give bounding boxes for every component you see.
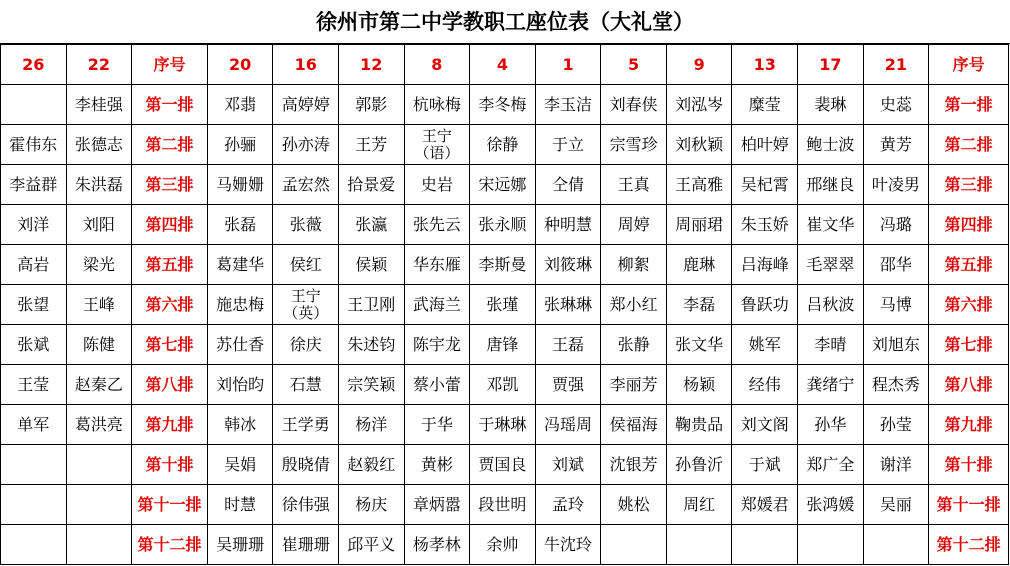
row-label-cell: 第五排	[132, 245, 208, 285]
seat-cell: 孙华	[798, 405, 864, 445]
seat-cell: 周婷	[601, 205, 667, 245]
seat-cell: 崔文华	[798, 205, 864, 245]
row-label-cell: 第十二排	[132, 525, 208, 565]
seat-cell: 徐静	[470, 125, 536, 165]
header-cell: 26	[1, 45, 67, 85]
seat-cell: 吴娟	[207, 445, 273, 485]
seat-cell: 张静	[601, 325, 667, 365]
seat-cell	[601, 525, 667, 565]
header-row	[1, 45, 1009, 85]
seat-cell: 鲁跃功	[732, 285, 798, 325]
seat-cell: 徐伟强	[273, 485, 339, 525]
seat-cell: 黄彬	[404, 445, 470, 485]
seat-cell: 刘筱琳	[535, 245, 601, 285]
seat-cell: 经伟	[732, 365, 798, 405]
seating-table	[0, 44, 1009, 565]
seat-cell: 段世明	[470, 485, 536, 525]
seat-cell: 王学勇	[273, 405, 339, 445]
seat-cell: 张瑾	[470, 285, 536, 325]
seat-cell: 孙亦涛	[273, 125, 339, 165]
seat-cell: 鞠贵品	[666, 405, 732, 445]
row-label-cell: 第七排	[929, 325, 1009, 365]
seat-cell: 李丽芳	[601, 365, 667, 405]
seat-cell: 时慧	[207, 485, 273, 525]
seat-cell	[66, 525, 132, 565]
seat-cell: 孙莹	[863, 405, 929, 445]
seat-cell: 叶凌男	[863, 165, 929, 205]
header-cell: 17	[798, 45, 864, 85]
seat-cell: 张琳琳	[535, 285, 601, 325]
seat-row	[1, 485, 1009, 525]
row-label-cell: 第十一排	[929, 485, 1009, 525]
header-cell: 13	[732, 45, 798, 85]
seat-cell: 武海兰	[404, 285, 470, 325]
seat-cell: 余帅	[470, 525, 536, 565]
row-label-cell: 第三排	[929, 165, 1009, 205]
seat-cell: 杨孝林	[404, 525, 470, 565]
seat-cell: 赵秦乙	[66, 365, 132, 405]
seat-cell: 殷晓倩	[273, 445, 339, 485]
seat-cell: 谢洋	[863, 445, 929, 485]
seat-cell: 龚绪宁	[798, 365, 864, 405]
seat-cell: 吴珊珊	[207, 525, 273, 565]
seating-table-body	[1, 45, 1009, 565]
seat-cell: 于华	[404, 405, 470, 445]
row-label-cell: 第九排	[132, 405, 208, 445]
seat-cell: 赵毅红	[338, 445, 404, 485]
seat-cell: 拾景爱	[338, 165, 404, 205]
seat-cell: 邓凯	[470, 365, 536, 405]
seat-cell: 孙鲁沂	[666, 445, 732, 485]
seat-cell: 孟宏然	[273, 165, 339, 205]
seat-cell	[798, 525, 864, 565]
seat-cell: 王芳	[338, 125, 404, 165]
seat-cell: 葛洪亮	[66, 405, 132, 445]
seat-cell: 毛翠翠	[798, 245, 864, 285]
seat-cell: 葛建华	[207, 245, 273, 285]
seat-cell: 王卫刚	[338, 285, 404, 325]
seat-cell: 徐庆	[273, 325, 339, 365]
seat-cell: 郑媛君	[732, 485, 798, 525]
seat-cell: 周红	[666, 485, 732, 525]
row-label-cell: 第九排	[929, 405, 1009, 445]
seat-cell	[863, 525, 929, 565]
row-label-cell: 第十排	[132, 445, 208, 485]
header-cell: 序号	[929, 45, 1009, 85]
seat-cell: 种明慧	[535, 205, 601, 245]
seat-cell: 王峰	[66, 285, 132, 325]
seat-cell: 王真	[601, 165, 667, 205]
seat-cell: 张斌	[1, 325, 67, 365]
seat-cell	[1, 525, 67, 565]
seat-cell: 柏叶婷	[732, 125, 798, 165]
row-label-cell: 第八排	[929, 365, 1009, 405]
row-label-cell: 第十一排	[132, 485, 208, 525]
seat-cell: 霍伟东	[1, 125, 67, 165]
seat-cell: 陈宇龙	[404, 325, 470, 365]
seat-cell: 于立	[535, 125, 601, 165]
seat-cell: 程杰秀	[863, 365, 929, 405]
seat-cell: 马博	[863, 285, 929, 325]
seat-cell: 王宁 （语）	[404, 125, 470, 165]
seat-cell: 李冬梅	[470, 85, 536, 125]
seat-cell: 李磊	[666, 285, 732, 325]
seat-cell: 沈银芳	[601, 445, 667, 485]
seat-cell: 王高雅	[666, 165, 732, 205]
sheet-title: 徐州市第二中学教职工座位表（大礼堂）	[0, 0, 1010, 44]
seat-cell	[666, 525, 732, 565]
seat-cell: 杨庆	[338, 485, 404, 525]
seat-cell: 朱洪磊	[66, 165, 132, 205]
row-label-cell: 第十二排	[929, 525, 1009, 565]
seat-cell: 侯红	[273, 245, 339, 285]
seat-cell: 史蕊	[863, 85, 929, 125]
row-label-cell: 第四排	[132, 205, 208, 245]
seat-row	[1, 205, 1009, 245]
seat-cell	[66, 485, 132, 525]
seat-cell: 华东雁	[404, 245, 470, 285]
seat-cell: 崔珊珊	[273, 525, 339, 565]
seat-row	[1, 245, 1009, 285]
seat-cell: 冯璐	[863, 205, 929, 245]
seat-cell: 李晴	[798, 325, 864, 365]
header-cell: 8	[404, 45, 470, 85]
seat-cell: 刘泓岑	[666, 85, 732, 125]
header-cell: 20	[207, 45, 273, 85]
row-label-cell: 第七排	[132, 325, 208, 365]
seat-cell: 韩冰	[207, 405, 273, 445]
seat-row	[1, 165, 1009, 205]
seat-cell: 郑广全	[798, 445, 864, 485]
seat-cell: 张先云	[404, 205, 470, 245]
seat-cell: 吴杞霄	[732, 165, 798, 205]
seat-cell: 冯瑶周	[535, 405, 601, 445]
row-label-cell: 第二排	[929, 125, 1009, 165]
header-cell: 4	[470, 45, 536, 85]
seat-cell: 高婷婷	[273, 85, 339, 125]
seat-cell: 石慧	[273, 365, 339, 405]
seat-row	[1, 285, 1009, 325]
seat-cell: 杭咏梅	[404, 85, 470, 125]
seat-cell: 吕海峰	[732, 245, 798, 285]
seat-cell: 刘怡昀	[207, 365, 273, 405]
header-cell: 序号	[132, 45, 208, 85]
seat-cell: 刘秋颖	[666, 125, 732, 165]
seat-cell: 鹿琳	[666, 245, 732, 285]
seat-cell: 章炳嚣	[404, 485, 470, 525]
seat-cell: 柳絮	[601, 245, 667, 285]
seat-cell	[1, 445, 67, 485]
seat-cell: 刘旭东	[863, 325, 929, 365]
seat-cell: 王宁 （英）	[273, 285, 339, 325]
seat-cell: 孙骊	[207, 125, 273, 165]
seat-cell	[1, 85, 67, 125]
seat-cell: 邱平义	[338, 525, 404, 565]
row-label-cell: 第六排	[132, 285, 208, 325]
seat-cell: 牛沈玲	[535, 525, 601, 565]
seat-cell: 于斌	[732, 445, 798, 485]
seat-cell: 周丽珺	[666, 205, 732, 245]
seat-cell: 张德志	[66, 125, 132, 165]
seat-cell: 刘文阁	[732, 405, 798, 445]
seat-cell: 杨颖	[666, 365, 732, 405]
seat-cell: 刘阳	[66, 205, 132, 245]
seat-cell: 张文华	[666, 325, 732, 365]
seat-cell: 刘斌	[535, 445, 601, 485]
seat-cell: 宗笑颖	[338, 365, 404, 405]
seat-cell: 张薇	[273, 205, 339, 245]
header-cell: 9	[666, 45, 732, 85]
seat-cell: 贾强	[535, 365, 601, 405]
header-cell: 21	[863, 45, 929, 85]
seat-cell: 邵华	[863, 245, 929, 285]
header-cell: 12	[338, 45, 404, 85]
seat-cell: 鲍士波	[798, 125, 864, 165]
header-cell: 1	[535, 45, 601, 85]
seat-cell: 仝倩	[535, 165, 601, 205]
seat-cell: 刘洋	[1, 205, 67, 245]
seat-row	[1, 125, 1009, 165]
seat-cell: 杨洋	[338, 405, 404, 445]
seat-cell: 梁光	[66, 245, 132, 285]
seat-row	[1, 365, 1009, 405]
seat-cell: 吴丽	[863, 485, 929, 525]
seat-cell: 邢继良	[798, 165, 864, 205]
row-label-cell: 第二排	[132, 125, 208, 165]
header-cell: 16	[273, 45, 339, 85]
row-label-cell: 第一排	[929, 85, 1009, 125]
seat-cell: 孟玲	[535, 485, 601, 525]
seat-cell: 李益群	[1, 165, 67, 205]
seat-cell: 陈健	[66, 325, 132, 365]
seat-cell	[732, 525, 798, 565]
header-cell: 22	[66, 45, 132, 85]
seat-row	[1, 525, 1009, 565]
seat-cell: 张望	[1, 285, 67, 325]
row-label-cell: 第一排	[132, 85, 208, 125]
row-label-cell: 第三排	[132, 165, 208, 205]
seat-cell: 宋远娜	[470, 165, 536, 205]
seat-cell: 郭影	[338, 85, 404, 125]
seat-cell: 史岩	[404, 165, 470, 205]
seat-row	[1, 325, 1009, 365]
seat-cell: 苏仕香	[207, 325, 273, 365]
seat-cell: 王磊	[535, 325, 601, 365]
seat-cell: 马姗姗	[207, 165, 273, 205]
seat-cell	[1, 485, 67, 525]
seat-cell: 宗雪珍	[601, 125, 667, 165]
seat-cell: 李斯曼	[470, 245, 536, 285]
seat-cell: 吕秋波	[798, 285, 864, 325]
seat-cell: 张磊	[207, 205, 273, 245]
seat-cell: 朱述钧	[338, 325, 404, 365]
row-label-cell: 第十排	[929, 445, 1009, 485]
seat-cell: 唐锋	[470, 325, 536, 365]
row-label-cell: 第六排	[929, 285, 1009, 325]
seat-cell: 朱玉娇	[732, 205, 798, 245]
seat-cell: 蔡小蕾	[404, 365, 470, 405]
seat-cell: 李玉洁	[535, 85, 601, 125]
seat-cell: 于琳琳	[470, 405, 536, 445]
seat-row	[1, 405, 1009, 445]
seat-cell: 张瀛	[338, 205, 404, 245]
seat-cell: 李桂强	[66, 85, 132, 125]
header-cell: 5	[601, 45, 667, 85]
seat-cell: 王莹	[1, 365, 67, 405]
row-label-cell: 第四排	[929, 205, 1009, 245]
row-label-cell: 第八排	[132, 365, 208, 405]
row-label-cell: 第五排	[929, 245, 1009, 285]
seat-cell: 单军	[1, 405, 67, 445]
seat-cell: 黄芳	[863, 125, 929, 165]
seat-cell: 裴琳	[798, 85, 864, 125]
seat-cell: 张鸿媛	[798, 485, 864, 525]
seat-cell: 姚军	[732, 325, 798, 365]
seat-row	[1, 445, 1009, 485]
seat-cell: 张永顺	[470, 205, 536, 245]
seat-cell: 邓翡	[207, 85, 273, 125]
seat-cell	[66, 445, 132, 485]
seat-cell: 施忠梅	[207, 285, 273, 325]
seat-cell: 姚松	[601, 485, 667, 525]
seat-cell: 侯福海	[601, 405, 667, 445]
seat-cell: 侯颖	[338, 245, 404, 285]
seat-cell: 刘春侠	[601, 85, 667, 125]
seat-cell: 糜莹	[732, 85, 798, 125]
seat-cell: 贾国良	[470, 445, 536, 485]
seat-cell: 郑小红	[601, 285, 667, 325]
seat-row	[1, 85, 1009, 125]
seat-cell: 高岩	[1, 245, 67, 285]
